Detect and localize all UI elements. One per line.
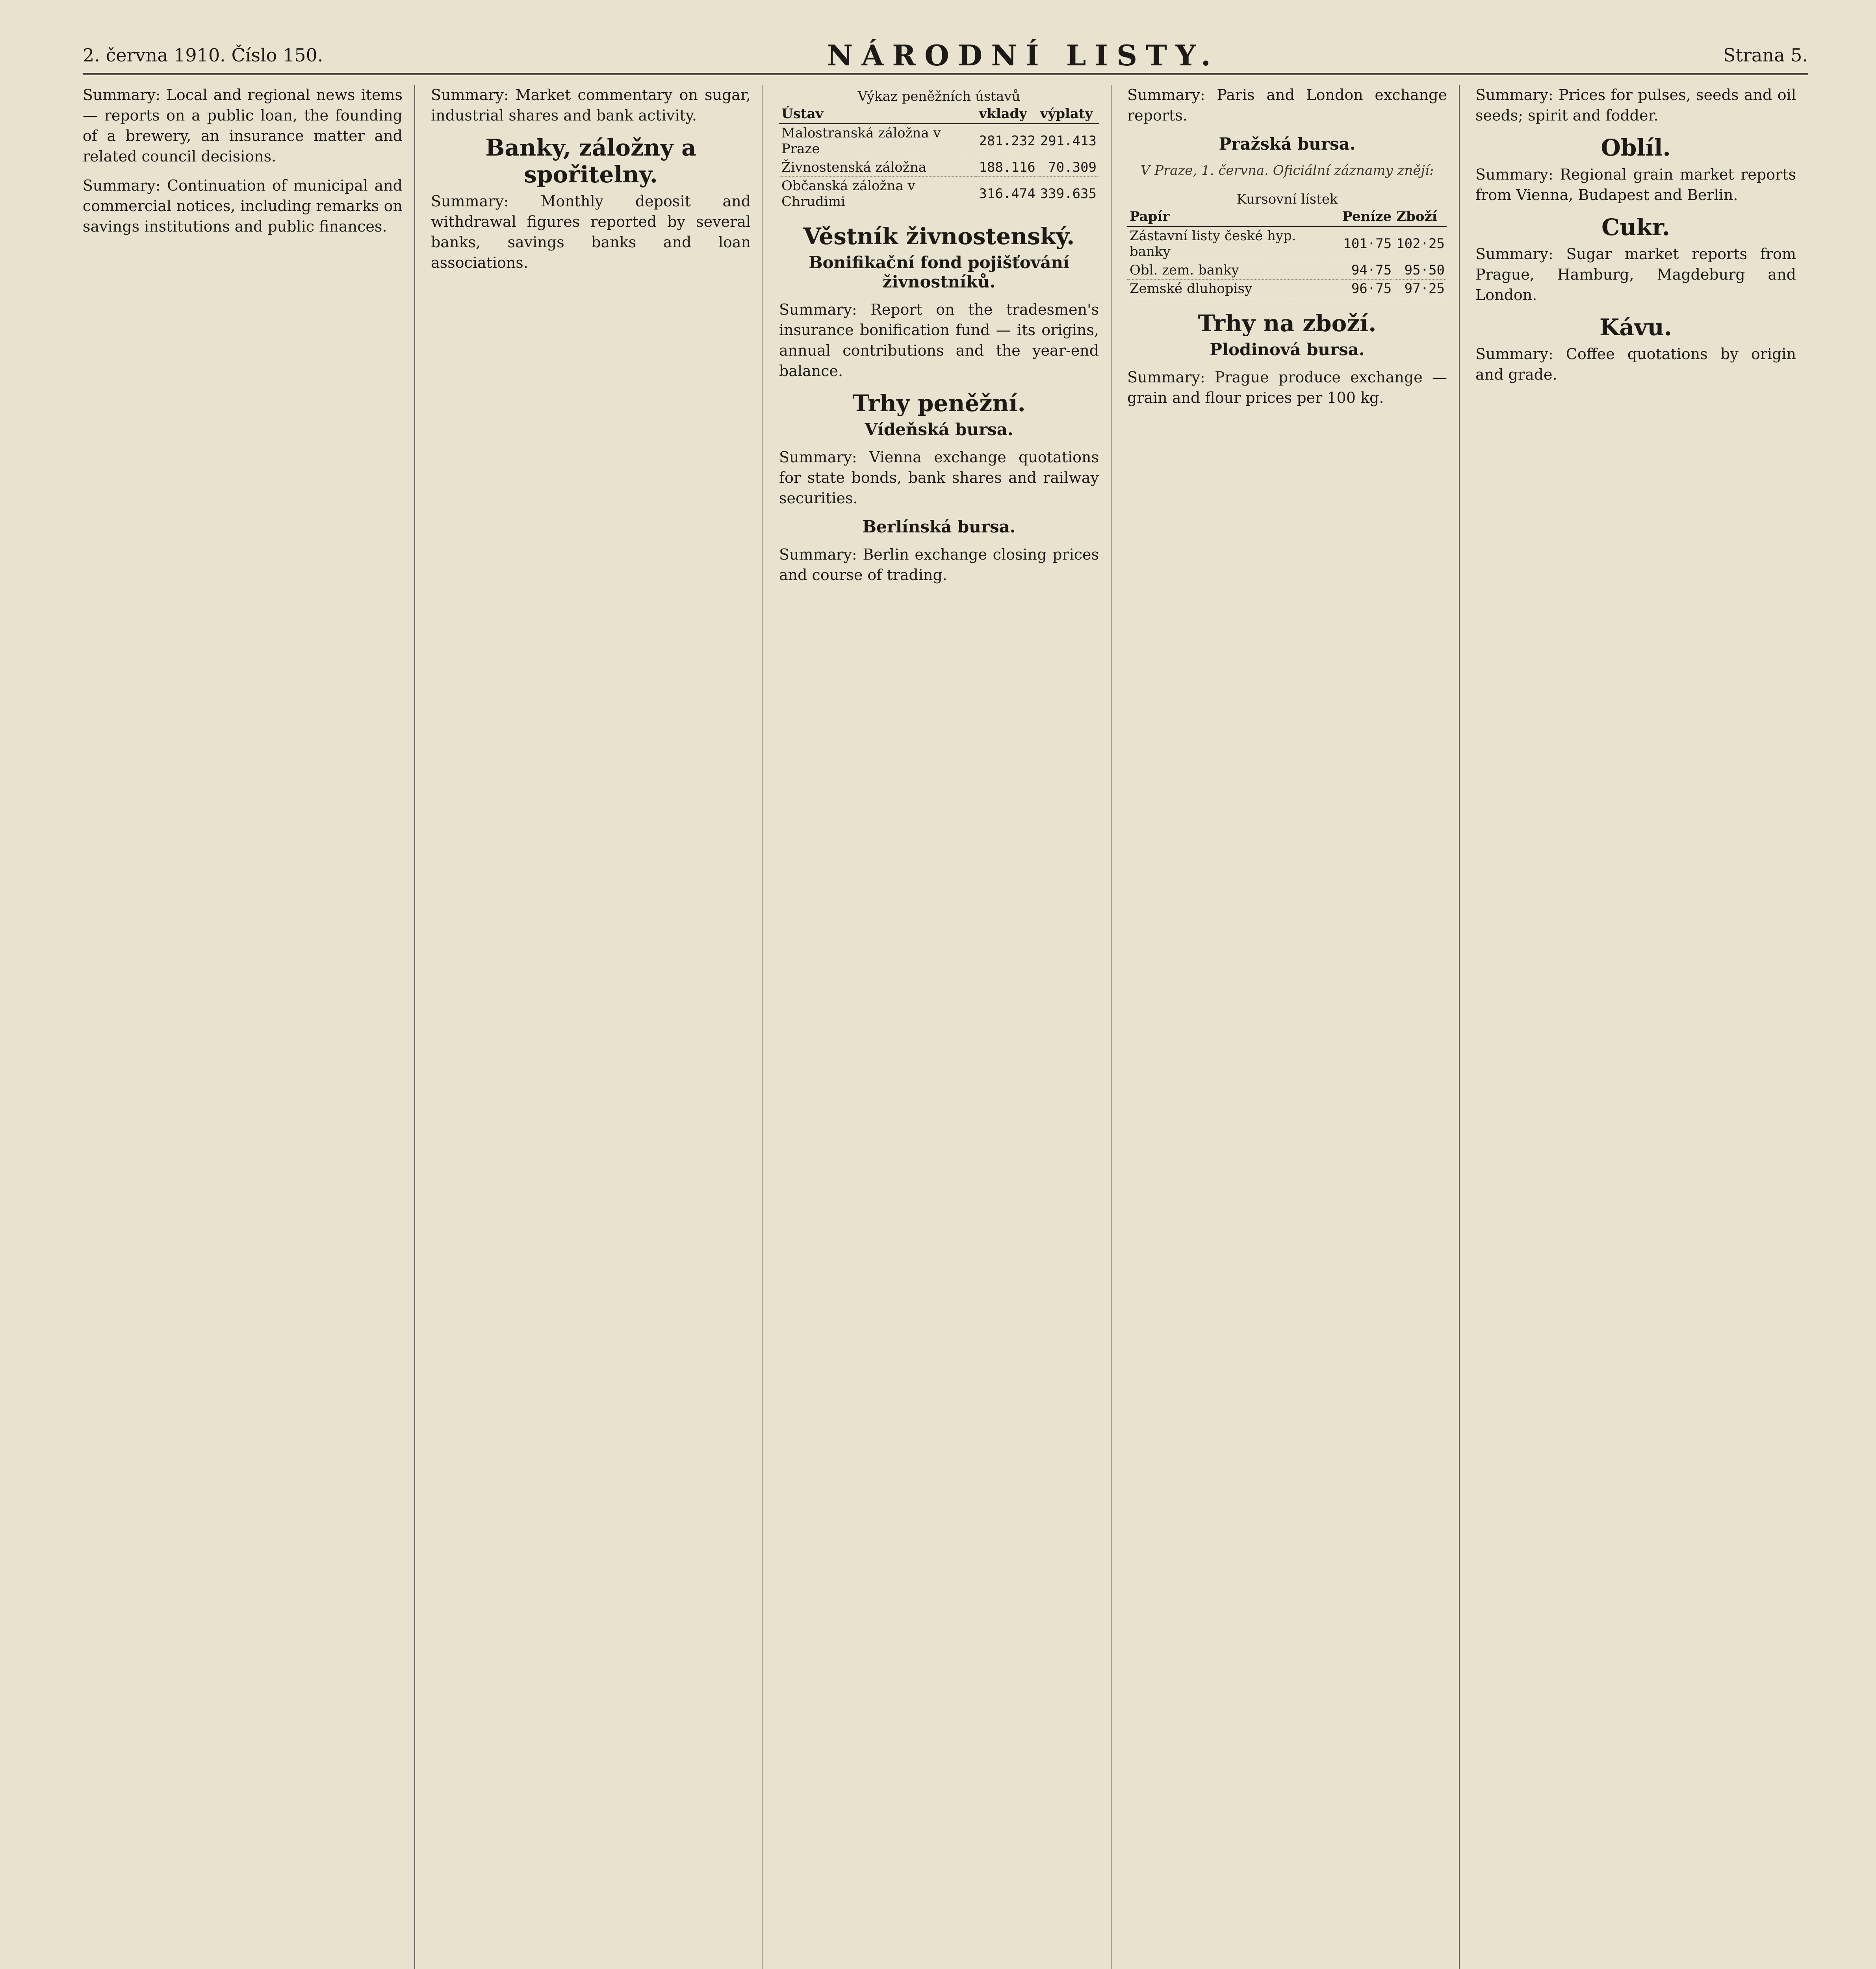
article-paragraph: Summary: Prague produce exchange — grain and flour prices per 100 kg. <box>1127 369 1447 406</box>
table-row <box>779 124 1099 158</box>
table-header: výplaty <box>1038 104 1099 124</box>
newspaper-title: NÁRODNÍ LISTY. <box>827 38 1219 72</box>
article-paragraph: Summary: Vienna exchange quotations for state bonds, bank shares and railway securities. <box>779 449 1099 507</box>
table-cell: 281.232 <box>976 124 1037 158</box>
rate-table <box>1127 191 1447 298</box>
column-1 <box>83 85 415 1969</box>
table-header: Zboží <box>1394 207 1447 226</box>
table-row <box>1127 261 1447 280</box>
issue-date: 2. června 1910. Číslo 150. <box>83 44 323 66</box>
rate-table <box>779 89 1099 211</box>
table-caption: Výkaz peněžních ústavů <box>857 89 1021 104</box>
article-paragraph: Summary: Prices for pulses, seeds and oil seeds; spirit and fodder. <box>1475 86 1796 124</box>
table-row <box>1127 226 1447 261</box>
table-cell: Zástavní listy české hyp. banky <box>1127 226 1340 261</box>
table-cell: Malostranská záložna v Praze <box>779 124 976 158</box>
table-cell: 96·75 <box>1340 280 1394 298</box>
table-cell: 291.413 <box>1038 124 1099 158</box>
table-cell: 316.474 <box>976 177 1037 211</box>
section-heading: Věstník živnostenský. <box>803 223 1075 250</box>
table-header: vklady <box>976 104 1037 124</box>
section-subheading: Berlínská bursa. <box>862 517 1016 536</box>
table-row <box>779 158 1099 177</box>
text-columns <box>83 85 1808 1969</box>
table-cell: 97·25 <box>1394 280 1447 298</box>
section-subheading: Vídeňská bursa. <box>865 420 1013 439</box>
article-paragraph: Summary: Market commentary on sugar, industrial shares and bank activity. <box>431 86 751 124</box>
section-heading: Kávu. <box>1599 314 1672 341</box>
table-cell: 188.116 <box>976 158 1037 177</box>
table-header: Papír <box>1127 207 1340 226</box>
section-heading: Oblíl. <box>1601 134 1671 161</box>
column-2 <box>431 85 763 1969</box>
table-cell: 339.635 <box>1038 177 1099 211</box>
column-4 <box>1127 85 1460 1969</box>
article-paragraph: Summary: Sugar market reports from Prague, Hamburg, Magdeburg and London. <box>1475 245 1796 304</box>
page-number: Strana 5. <box>1723 44 1808 66</box>
article-paragraph: Summary: Monthly deposit and withdrawal figures reported by several banks, savings banks and loan associations. <box>431 193 751 271</box>
table-cell: Zemské dluhopisy <box>1127 280 1340 298</box>
table-cell: 94·75 <box>1340 261 1394 280</box>
section-heading: Trhy peněžní. <box>852 390 1026 417</box>
section-note: V Praze, 1. června. Oficiální záznamy znějí: <box>1140 163 1434 178</box>
table-cell: Občanská záložna v Chrudimi <box>779 177 976 211</box>
column-3 <box>779 85 1111 1969</box>
article-paragraph: Summary: Continuation of municipal and commercial notices, including remarks on savings institutions and public finances. <box>83 177 403 235</box>
article-paragraph: Summary: Paris and London exchange reports. <box>1127 86 1447 124</box>
table-cell: 102·25 <box>1394 226 1447 261</box>
table-cell: Obl. zem. banky <box>1127 261 1340 280</box>
table-cell: Živnostenská záložna <box>779 158 976 177</box>
article-paragraph: Summary: Coffee quotations by origin and grade. <box>1475 345 1796 383</box>
article-paragraph: Summary: Berlin exchange closing prices and course of trading. <box>779 546 1099 584</box>
section-heading: Cukr. <box>1601 214 1670 241</box>
article-paragraph: Summary: Report on the tradesmen's insurance bonification fund — its origins, annual contributions and the year-end balance. <box>779 301 1099 380</box>
article-paragraph: Summary: Local and regional news items — reports on a public loan, the founding of a brewery, an insurance matter and related council decisions. <box>83 86 403 165</box>
table-row <box>779 177 1099 211</box>
table-cell: 70.309 <box>1038 158 1099 177</box>
section-subheading: Bonifikační fond pojišťování živnostníků. <box>809 253 1069 291</box>
table-header: Peníze <box>1340 207 1394 226</box>
masthead <box>83 37 1808 75</box>
section-subheading: Plodinová bursa. <box>1210 340 1365 359</box>
table-row <box>1127 280 1447 298</box>
column-5 <box>1475 85 1808 1969</box>
section-subheading: Pražská bursa. <box>1219 134 1356 154</box>
section-heading: Banky, záložny a spořitelny. <box>485 134 696 188</box>
section-heading: Trhy na zboží. <box>1198 310 1377 337</box>
table-caption: Kursovní lístek <box>1236 191 1338 207</box>
table-cell: 101·75 <box>1340 226 1394 261</box>
table-cell: 95·50 <box>1394 261 1447 280</box>
table-header: Ústav <box>779 104 976 124</box>
article-paragraph: Summary: Regional grain market reports from Vienna, Budapest and Berlin. <box>1475 166 1796 204</box>
